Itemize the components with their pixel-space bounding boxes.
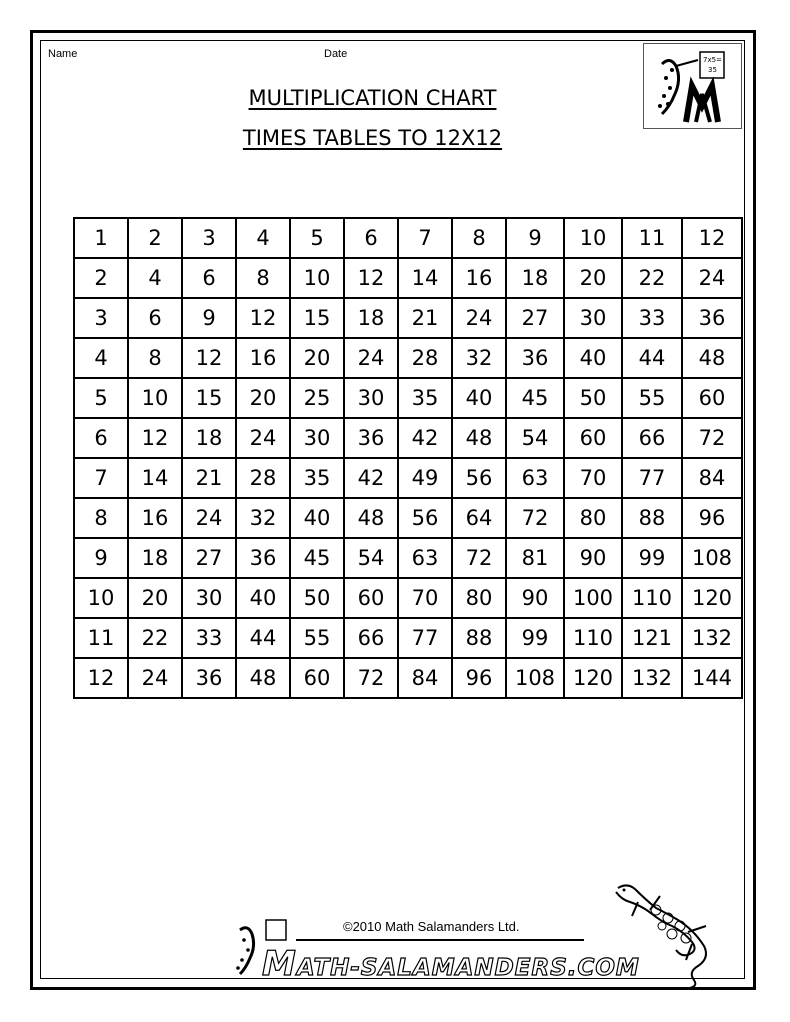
table-cell: 80 — [452, 578, 506, 618]
table-cell: 20 — [128, 578, 182, 618]
table-cell: 72 — [452, 538, 506, 578]
table-cell: 90 — [564, 538, 622, 578]
table-cell: 32 — [452, 338, 506, 378]
table-cell: 5 — [74, 378, 128, 418]
table-row — [74, 498, 742, 538]
table-cell: 60 — [682, 378, 742, 418]
table-row — [74, 298, 742, 338]
table-cell: 40 — [236, 578, 290, 618]
table-row — [74, 618, 742, 658]
table-cell: 56 — [452, 458, 506, 498]
table-cell: 55 — [290, 618, 344, 658]
table-cell: 27 — [182, 538, 236, 578]
table-cell: 33 — [622, 298, 682, 338]
table-cell: 18 — [344, 298, 398, 338]
math-salamanders-logo — [643, 43, 742, 129]
table-cell: 10 — [74, 578, 128, 618]
table-cell: 42 — [398, 418, 452, 458]
table-cell: 3 — [74, 298, 128, 338]
table-cell: 12 — [128, 418, 182, 458]
table-cell: 4 — [128, 258, 182, 298]
table-cell: 11 — [622, 218, 682, 258]
table-cell: 20 — [236, 378, 290, 418]
table-cell: 20 — [564, 258, 622, 298]
table-cell: 12 — [74, 658, 128, 698]
table-cell: 66 — [622, 418, 682, 458]
table-cell: 96 — [452, 658, 506, 698]
table-cell: 16 — [236, 338, 290, 378]
table-cell: 132 — [682, 618, 742, 658]
table-cell: 36 — [506, 338, 564, 378]
table-cell: 36 — [236, 538, 290, 578]
table-cell: 84 — [398, 658, 452, 698]
table-row — [74, 418, 742, 458]
table-cell: 36 — [182, 658, 236, 698]
table-cell: 77 — [622, 458, 682, 498]
table-cell: 8 — [452, 218, 506, 258]
table-cell: 24 — [682, 258, 742, 298]
table-cell: 70 — [398, 578, 452, 618]
table-cell: 14 — [398, 258, 452, 298]
table-cell: 48 — [452, 418, 506, 458]
table-cell: 11 — [74, 618, 128, 658]
table-cell: 7 — [74, 458, 128, 498]
table-cell: 63 — [398, 538, 452, 578]
table-cell: 66 — [344, 618, 398, 658]
page-title: MULTIPLICATION CHART — [248, 86, 497, 110]
table-cell: 110 — [564, 618, 622, 658]
table-cell: 9 — [182, 298, 236, 338]
table-cell: 22 — [128, 618, 182, 658]
table-cell: 8 — [236, 258, 290, 298]
copyright-text: ©2010 Math Salamanders Ltd. — [343, 919, 520, 934]
table-cell: 24 — [452, 298, 506, 338]
table-row — [74, 458, 742, 498]
table-cell: 49 — [398, 458, 452, 498]
table-cell: 84 — [682, 458, 742, 498]
table-cell: 64 — [452, 498, 506, 538]
table-cell: 35 — [290, 458, 344, 498]
table-cell: 20 — [290, 338, 344, 378]
table-cell: 72 — [344, 658, 398, 698]
multiplication-table — [73, 217, 743, 699]
table-cell: 28 — [398, 338, 452, 378]
salamander-teacher-icon — [644, 44, 741, 128]
table-cell: 9 — [506, 218, 564, 258]
table-cell: 120 — [682, 578, 742, 618]
table-cell: 3 — [182, 218, 236, 258]
table-cell: 7 — [398, 218, 452, 258]
table-cell: 5 — [290, 218, 344, 258]
table-cell: 24 — [128, 658, 182, 698]
table-cell: 132 — [622, 658, 682, 698]
table-cell: 40 — [452, 378, 506, 418]
table-cell: 70 — [564, 458, 622, 498]
table-cell: 30 — [344, 378, 398, 418]
logo-board-line2: 35 — [708, 66, 717, 74]
table-cell: 12 — [344, 258, 398, 298]
table-cell: 72 — [682, 418, 742, 458]
table-cell: 24 — [236, 418, 290, 458]
table-cell: 60 — [290, 658, 344, 698]
table-cell: 55 — [622, 378, 682, 418]
table-cell: 110 — [622, 578, 682, 618]
table-cell: 8 — [128, 338, 182, 378]
table-cell: 9 — [74, 538, 128, 578]
table-cell: 77 — [398, 618, 452, 658]
table-cell: 30 — [564, 298, 622, 338]
table-cell: 2 — [128, 218, 182, 258]
table-cell: 15 — [182, 378, 236, 418]
table-cell: 44 — [236, 618, 290, 658]
table-cell: 36 — [682, 298, 742, 338]
table-cell: 14 — [128, 458, 182, 498]
table-cell: 18 — [128, 538, 182, 578]
table-row — [74, 218, 742, 258]
table-cell: 100 — [564, 578, 622, 618]
table-cell: 30 — [182, 578, 236, 618]
table-cell: 16 — [128, 498, 182, 538]
table-cell: 99 — [622, 538, 682, 578]
table-cell: 22 — [622, 258, 682, 298]
table-row — [74, 538, 742, 578]
table-cell: 108 — [506, 658, 564, 698]
table-cell: 6 — [128, 298, 182, 338]
date-label: Date — [324, 48, 348, 60]
table-cell: 16 — [452, 258, 506, 298]
table-cell: 120 — [564, 658, 622, 698]
table-cell: 15 — [290, 298, 344, 338]
table-cell: 99 — [506, 618, 564, 658]
table-cell: 21 — [398, 298, 452, 338]
site-name-initial: M — [262, 944, 297, 984]
table-cell: 50 — [290, 578, 344, 618]
table-cell: 48 — [682, 338, 742, 378]
table-cell: 108 — [682, 538, 742, 578]
name-label: Name — [48, 48, 78, 60]
table-cell: 10 — [290, 258, 344, 298]
table-cell: 121 — [622, 618, 682, 658]
table-cell: 60 — [344, 578, 398, 618]
logo-board-line1: 7x5= — [703, 56, 722, 64]
table-cell: 88 — [622, 498, 682, 538]
table-row — [74, 258, 742, 298]
table-cell: 56 — [398, 498, 452, 538]
table-cell: 4 — [74, 338, 128, 378]
table-row — [74, 578, 742, 618]
footer-divider — [296, 939, 584, 941]
table-cell: 12 — [682, 218, 742, 258]
table-cell: 2 — [74, 258, 128, 298]
table-cell: 6 — [182, 258, 236, 298]
table-cell: 12 — [236, 298, 290, 338]
page-subtitle: TIMES TABLES TO 12X12 — [242, 126, 503, 150]
table-row — [74, 658, 742, 698]
table-cell: 32 — [236, 498, 290, 538]
table-cell: 81 — [506, 538, 564, 578]
table-cell: 42 — [344, 458, 398, 498]
table-cell: 18 — [506, 258, 564, 298]
table-cell: 24 — [182, 498, 236, 538]
table-cell: 45 — [290, 538, 344, 578]
table-cell: 10 — [128, 378, 182, 418]
table-cell: 6 — [344, 218, 398, 258]
table-cell: 90 — [506, 578, 564, 618]
table-cell: 72 — [506, 498, 564, 538]
table-row — [74, 378, 742, 418]
table-cell: 28 — [236, 458, 290, 498]
table-cell: 96 — [682, 498, 742, 538]
table-cell: 1 — [74, 218, 128, 258]
table-cell: 18 — [182, 418, 236, 458]
table-cell: 24 — [344, 338, 398, 378]
table-cell: 144 — [682, 658, 742, 698]
table-cell: 54 — [344, 538, 398, 578]
table-row — [74, 338, 742, 378]
table-cell: 48 — [344, 498, 398, 538]
table-cell: 88 — [452, 618, 506, 658]
table-cell: 35 — [398, 378, 452, 418]
table-cell: 63 — [506, 458, 564, 498]
table-cell: 40 — [564, 338, 622, 378]
table-cell: 25 — [290, 378, 344, 418]
site-name — [262, 944, 640, 984]
table-cell: 50 — [564, 378, 622, 418]
table-cell: 40 — [290, 498, 344, 538]
table-cell: 27 — [506, 298, 564, 338]
table-cell: 12 — [182, 338, 236, 378]
table-cell: 21 — [182, 458, 236, 498]
table-cell: 8 — [74, 498, 128, 538]
table-cell: 60 — [564, 418, 622, 458]
table-cell: 6 — [74, 418, 128, 458]
table-cell: 4 — [236, 218, 290, 258]
table-cell: 30 — [290, 418, 344, 458]
table-cell: 44 — [622, 338, 682, 378]
table-cell: 45 — [506, 378, 564, 418]
table-cell: 80 — [564, 498, 622, 538]
table-cell: 36 — [344, 418, 398, 458]
table-cell: 10 — [564, 218, 622, 258]
site-name-rest: ATH-SALAMANDERS.COM — [296, 955, 640, 981]
table-cell: 48 — [236, 658, 290, 698]
table-cell: 33 — [182, 618, 236, 658]
table-cell: 54 — [506, 418, 564, 458]
